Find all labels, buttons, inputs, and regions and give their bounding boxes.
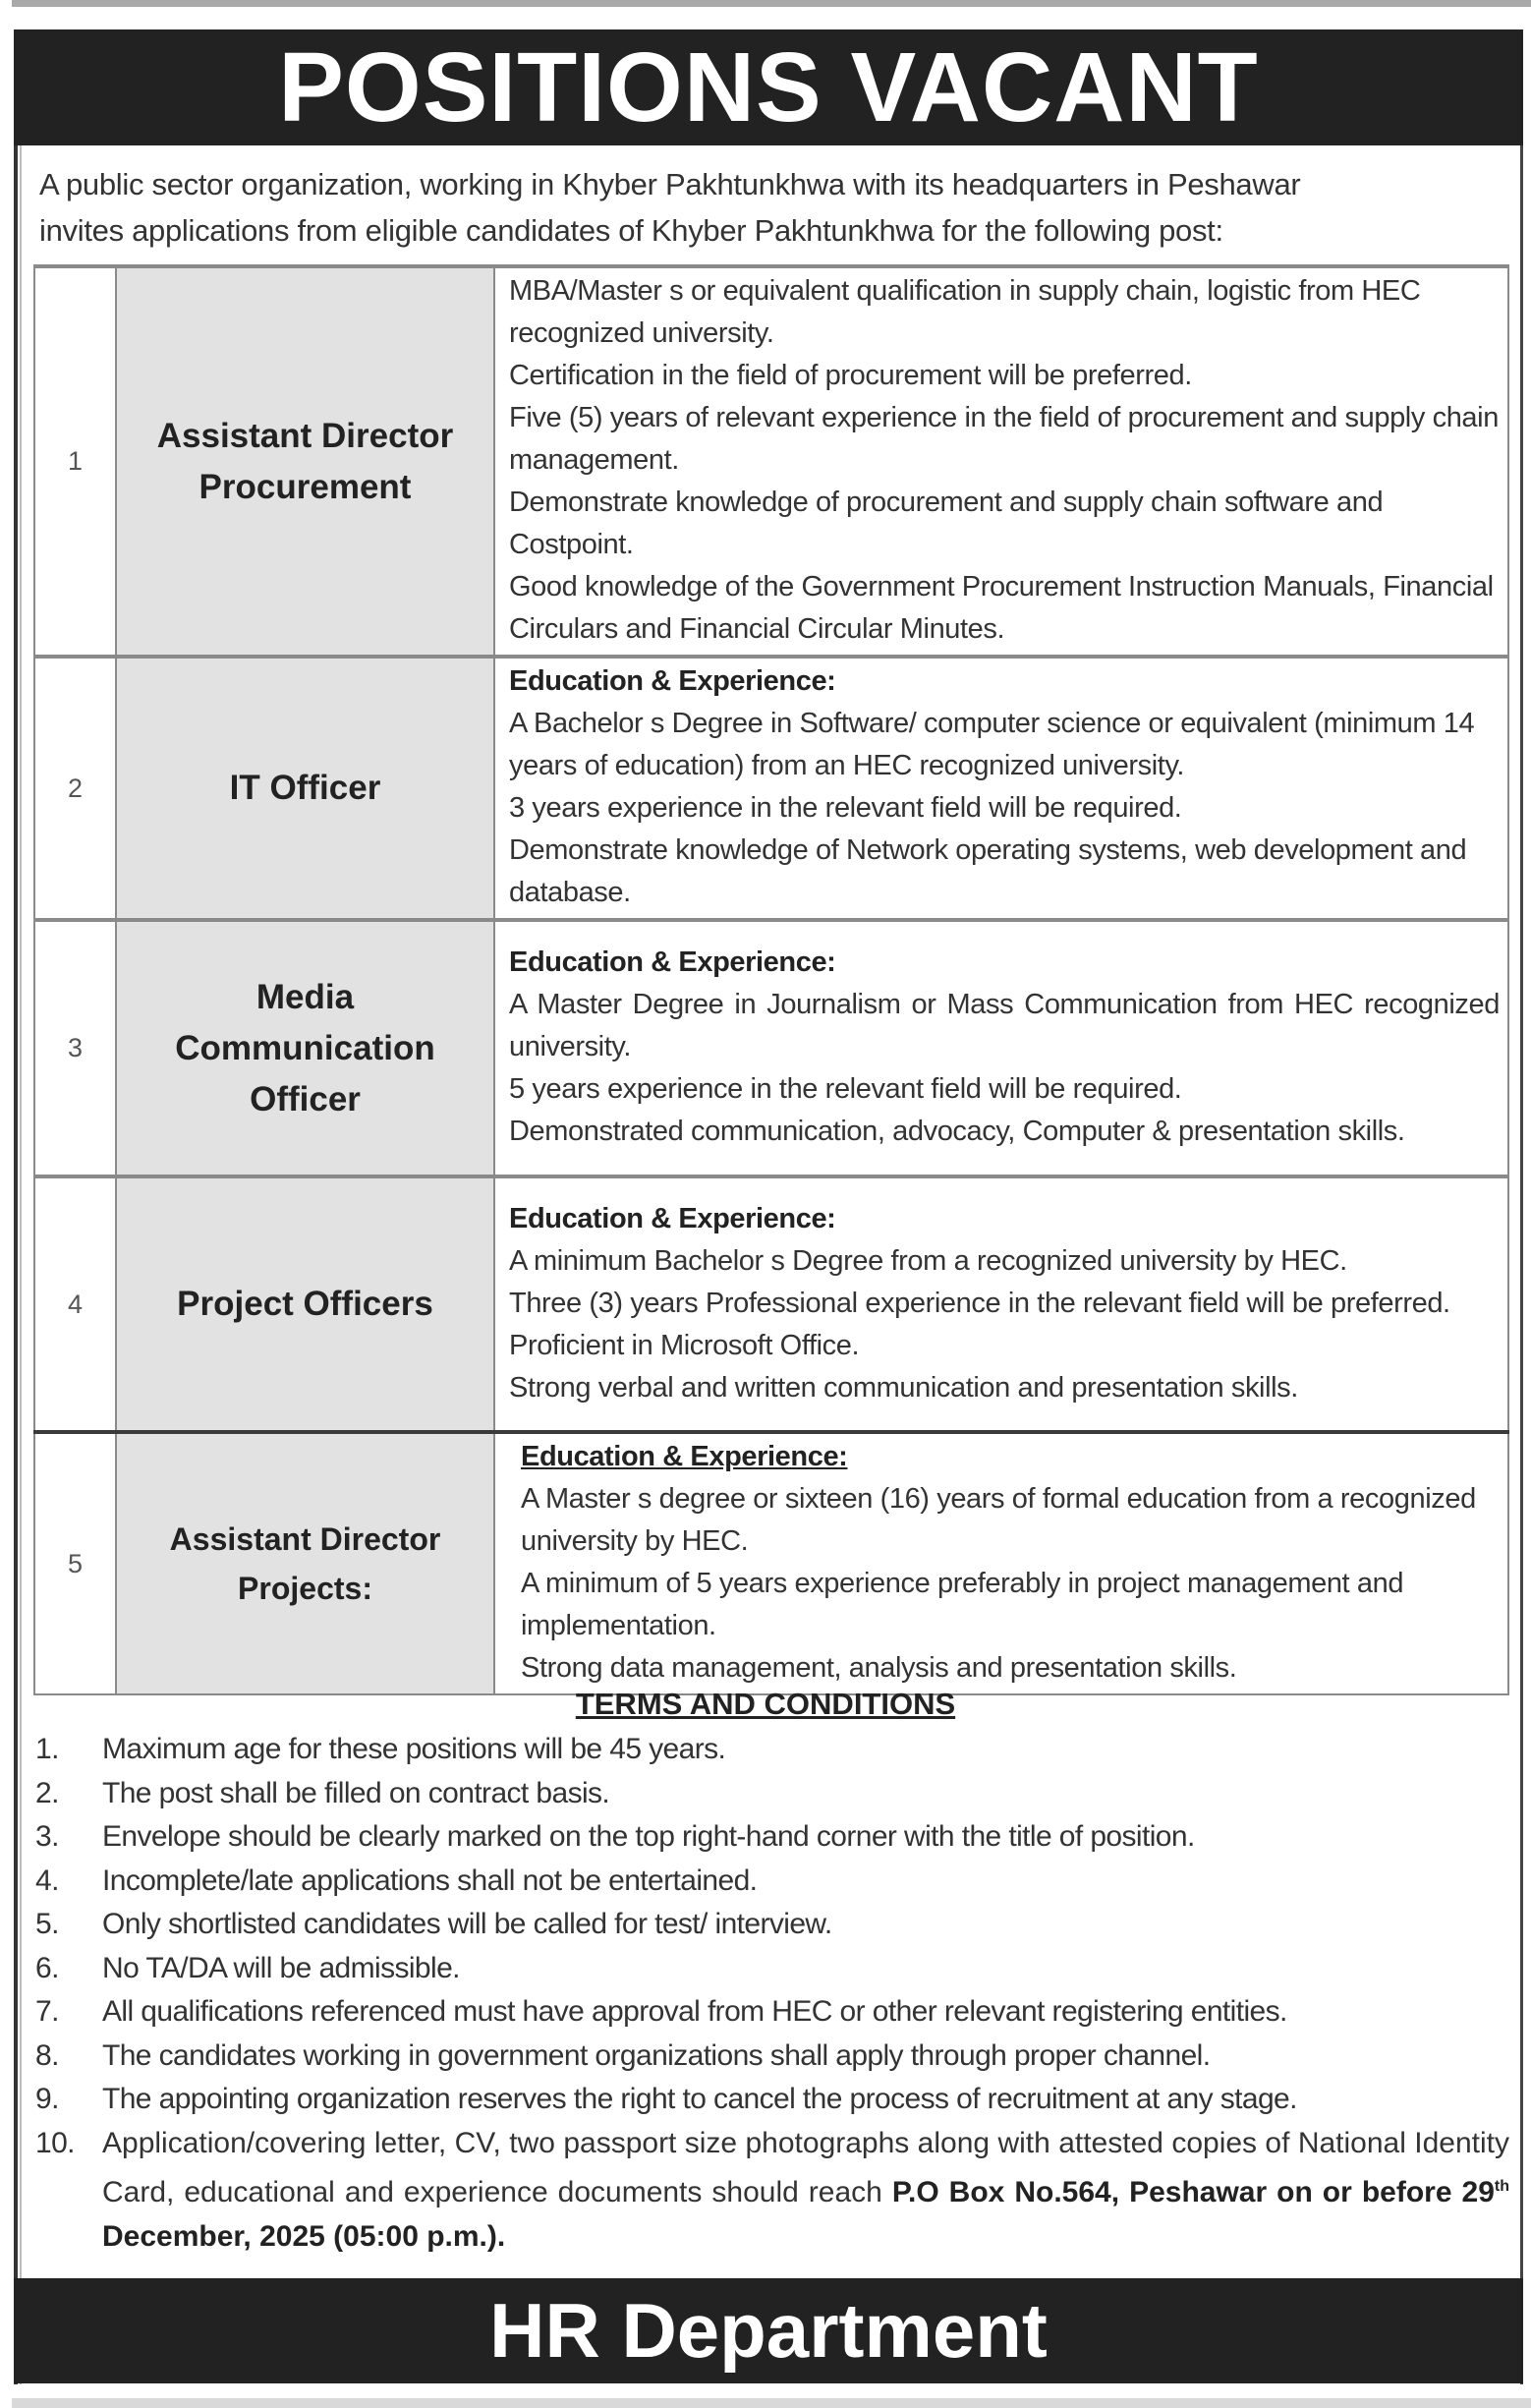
requirement: A minimum of 5 years experience preferably in project management and implementation. <box>521 1568 1404 1641</box>
term-item <box>35 2035 1509 2079</box>
term-number: 6. <box>35 1951 59 1984</box>
position-number: 4 <box>34 1176 116 1432</box>
title-line: Assistant Director <box>169 1521 441 1557</box>
title-line: Officer <box>250 1079 361 1118</box>
position-row <box>34 1176 1508 1432</box>
requirement: Five (5) years of relevant experience in the field of procurement and supply chain management. <box>509 402 1499 476</box>
position-number: 3 <box>34 920 116 1176</box>
requirements-heading: Education & Experience: <box>509 1202 836 1234</box>
term-text: Maximum age for these positions will be 45 years. <box>102 1733 726 1765</box>
frame-line <box>20 29 22 2384</box>
term-item <box>35 1990 1509 2035</box>
requirement: Demonstrated communication, advocacy, Computer & presentation skills. <box>509 1116 1405 1147</box>
position-number: 1 <box>34 266 116 657</box>
requirements-heading: Education & Experience: <box>521 1441 848 1472</box>
top-edge-strip <box>12 0 1531 7</box>
term-text-plain: Application/covering letter, CV, two passport size photographs along with attested copies of National Identity Card, educational and experience documents should reach <box>102 2126 1509 2208</box>
term-text: The post shall be filled on contract basis. <box>102 1776 610 1809</box>
position-title <box>116 266 494 657</box>
department-name: HR Department <box>489 2287 1048 2374</box>
position-row <box>34 657 1508 920</box>
title-line: Assistant Director <box>156 416 454 455</box>
intro-line: A public sector organization, working in Khyber Pakhtunkhwa with its headquarters in Peshawar <box>39 167 1301 201</box>
title-line: Communication <box>175 1028 435 1067</box>
position-requirements <box>494 1176 1508 1432</box>
term-number: 9. <box>35 2083 59 2115</box>
position-requirements <box>494 1432 1508 1694</box>
term-text: The candidates working in government organizations shall apply through proper channel. <box>102 2038 1211 2072</box>
term-number: 1. <box>35 1733 59 1765</box>
position-row <box>34 266 1508 657</box>
requirement: A minimum Bachelor s Degree from a recognized university by HEC. <box>509 1244 1347 1277</box>
term-text: Envelope should be clearly marked on the top right-hand corner with the title of position. <box>102 1820 1195 1853</box>
requirement: Strong verbal and written communication and presentation skills. <box>509 1371 1298 1404</box>
position-title <box>116 1176 494 1432</box>
term-text: The appointing organization reserves the right to cancel the process of recruitment at any stage. <box>102 2083 1297 2115</box>
requirement: 3 years experience in the relevant field will be required. <box>509 792 1182 824</box>
footer-banner <box>14 2278 1523 2383</box>
title-line: Project Officers <box>177 1285 433 1323</box>
requirements-heading: Education & Experience: <box>509 946 836 978</box>
positions-table <box>33 264 1509 1695</box>
term-number: 5. <box>35 1908 59 1940</box>
requirement: A Master Degree in Journalism or Mass Communication from HEC recognized university. <box>509 989 1500 1062</box>
term-item <box>35 1947 1509 1991</box>
term-number: 3. <box>35 1820 59 1853</box>
requirement: 5 years experience in the relevant field will be required. <box>509 1073 1182 1105</box>
position-title <box>116 920 494 1176</box>
title-line: Projects: <box>238 1571 372 1606</box>
submission-address: P.O Box No.564, Peshawar on or before 29 <box>891 2176 1495 2208</box>
requirement: Demonstrate knowledge of procurement and supply chain software and Costpoint. <box>509 487 1384 560</box>
term-text: Only shortlisted candidates will be called for test/ interview. <box>102 1908 832 1940</box>
term-item <box>35 1728 1509 1772</box>
header-banner <box>14 29 1523 145</box>
position-requirements <box>494 266 1508 657</box>
term-item <box>35 1903 1509 1947</box>
requirement: Certification in the field of procurement will be preferred. <box>509 360 1192 391</box>
position-requirements <box>494 920 1508 1176</box>
bottom-edge-strip <box>12 2398 1531 2408</box>
terms-heading: TERMS AND CONDITIONS <box>575 1687 956 1721</box>
term-text <box>102 2122 1509 2260</box>
term-number: 4. <box>35 1863 59 1897</box>
term-number: 2. <box>35 1776 59 1809</box>
terms-list <box>35 1728 1509 2259</box>
requirement: A Bachelor s Degree in Software/ computer science or equivalent (minimum 14 years of education) from an HEC recognized university. <box>509 708 1475 781</box>
title-line: Procurement <box>198 467 412 506</box>
position-requirements <box>494 657 1508 920</box>
term-item <box>35 1772 1509 1816</box>
position-title <box>116 1432 494 1694</box>
requirement: Three (3) years Professional experience in the relevant field will be preferred. <box>509 1287 1450 1319</box>
title-line: IT Officer <box>229 769 381 807</box>
term-item <box>35 2122 1509 2260</box>
title-line: Media <box>255 977 355 1016</box>
page-title: POSITIONS VACANT <box>278 31 1259 143</box>
requirements-heading: Education & Experience: <box>509 665 836 697</box>
term-text: All qualifications referenced must have approval from HEC or other relevant registering entities. <box>102 1995 1287 2028</box>
term-item <box>35 2078 1509 2122</box>
requirement: Strong data management, analysis and presentation skills. <box>521 1652 1237 1684</box>
term-number: 10. <box>35 2126 75 2159</box>
position-title <box>116 657 494 920</box>
term-number: 8. <box>35 2038 59 2072</box>
requirement: A Master s degree or sixteen (16) years of formal education from a recognized university by HEC. <box>521 1483 1476 1557</box>
requirement: MBA/Master s or equivalent qualification in supply chain, logistic from HEC recognized university. <box>509 275 1421 349</box>
requirement: Good knowledge of the Government Procurement Instruction Manuals, Financial Circulars and Financial Circular Minutes. <box>509 571 1494 645</box>
position-row <box>34 1432 1508 1694</box>
requirement: Demonstrate knowledge of Network operating systems, web development and database. <box>509 834 1467 908</box>
position-number: 2 <box>34 657 116 920</box>
position-row <box>34 920 1508 1176</box>
intro-text <box>39 161 1513 254</box>
term-item <box>35 1815 1509 1860</box>
submission-deadline: December, 2025 (05:00 p.m.). <box>102 2219 506 2253</box>
term-text: Incomplete/late applications shall not be entertained. <box>102 1863 758 1897</box>
position-number: 5 <box>34 1432 116 1694</box>
term-number: 7. <box>35 1995 59 2028</box>
term-text: No TA/DA will be admissible. <box>102 1951 460 1984</box>
requirement: Proficient in Microsoft Office. <box>509 1329 860 1361</box>
intro-line: invites applications from eligible candidates of Khyber Pakhtunkhwa for the following post: <box>39 213 1223 248</box>
date-suffix: th <box>1494 2178 1509 2195</box>
term-item <box>35 1860 1509 1904</box>
